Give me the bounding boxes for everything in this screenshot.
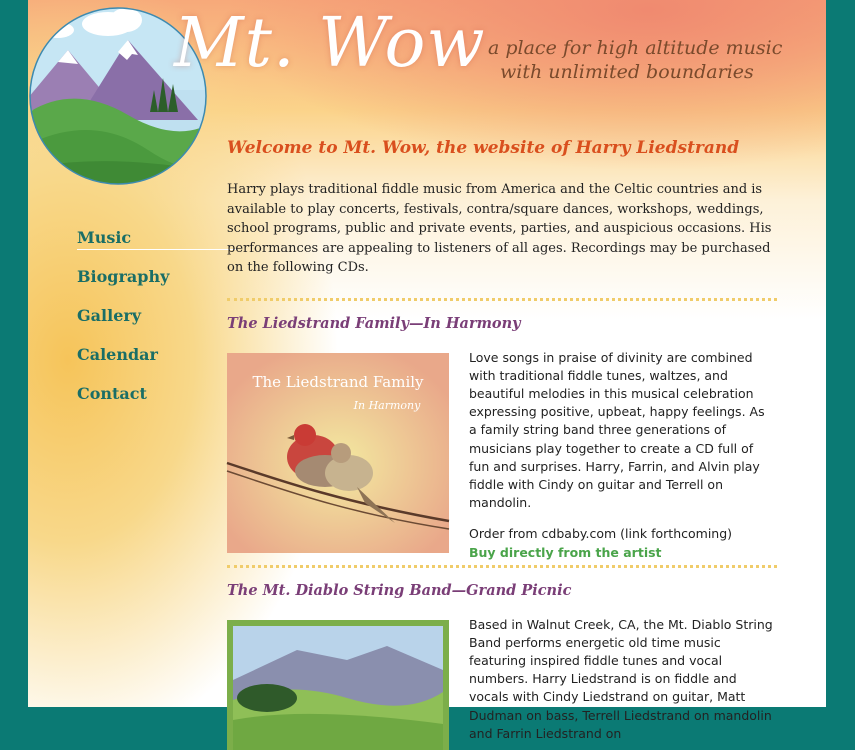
buy-from-artist-link[interactable]: Buy directly from the artist: [469, 544, 662, 560]
tagline-line-1: a place for high altitude music: [488, 37, 783, 59]
nav-link-contact[interactable]: Contact: [77, 384, 147, 403]
album-cover-image: [227, 620, 449, 750]
album-entry: [227, 349, 779, 560]
album-description: [469, 349, 775, 562]
nav-link-gallery[interactable]: Gallery: [77, 306, 142, 325]
intro-paragraph: Harry plays traditional fiddle music from America and the Celtic countries and is available to play concerts, festivals, contra/square dances, workshops, weddings, school programs, public and private events, parties, and auspicious occasions. His performances are appealing to listeners of all ages. Recordings may be purchased on the following CDs.: [227, 182, 772, 275]
album-title: The Mt. Diablo String Band—Grand Picnic: [227, 581, 572, 599]
page: [28, 0, 826, 741]
album-description: [469, 616, 775, 743]
site-title[interactable]: Mt. Wow: [174, 4, 486, 83]
album-description-text: Based in Walnut Creek, CA, the Mt. Diablo String Band performs energetic old time music featuring inspired fiddle tunes and vocal numbers. Harry Liedstrand is on fiddle and vocals with Cindy Liedstrand on guitar, Matt Dudman on bass, Terrell Liedstrand on mandolin and Farrin Liedstrand on: [469, 616, 773, 741]
section-divider: [227, 565, 777, 568]
nav-link-calendar[interactable]: Calendar: [77, 345, 158, 364]
album-entry: [227, 616, 779, 741]
cover-title-text: The Liedstrand Family: [252, 372, 424, 391]
tagline-line-2: with unlimited boundaries: [500, 61, 754, 83]
site-tagline: [488, 36, 782, 84]
album-cover-image: [227, 353, 449, 553]
main-content: [227, 138, 779, 741]
nav-link-music[interactable]: Music: [77, 227, 237, 250]
album-description-text: Love songs in praise of divinity are combined with traditional fiddle tunes, waltzes, and beautiful melodies in this musical celebration expressing positive, upbeat, happy feelings. As a family string band three generations of musicians play together to create a CD full of fun and surprises. Harry, Farrin, and Alvin play fiddle with Cindy on guitar and Terrell on mandolin.: [469, 349, 765, 511]
sidebar-nav: [77, 227, 237, 422]
nav-link-biography[interactable]: Biography: [77, 267, 170, 286]
section-divider: [227, 298, 777, 301]
cover-subtitle-text: In Harmony: [353, 398, 421, 412]
page-heading: Welcome to Mt. Wow, the website of Harry Liedstrand: [227, 138, 740, 158]
order-text: Order from cdbaby.com (link forthcoming): [469, 526, 733, 542]
album-title: The Liedstrand Family—In Harmony: [227, 314, 521, 332]
